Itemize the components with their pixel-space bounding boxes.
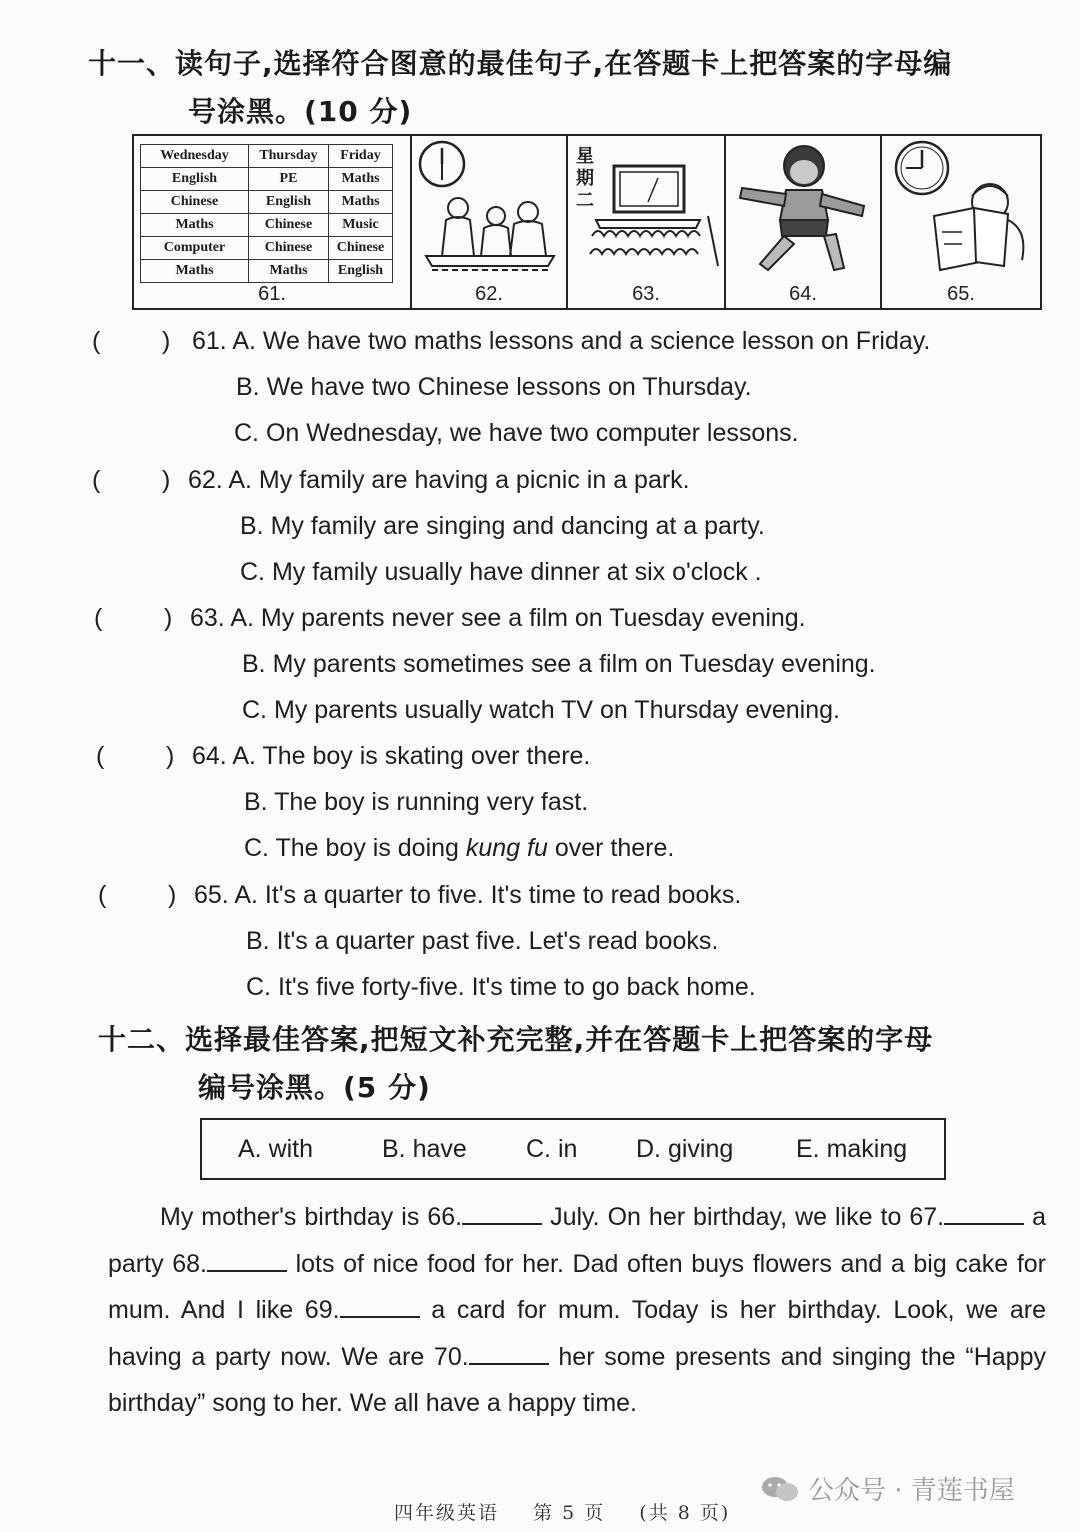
timetable-cell: Friday xyxy=(329,145,393,168)
timetable-cell: English xyxy=(249,191,329,214)
answer-paren-close: ) xyxy=(164,604,173,632)
answer-paren-close: ) xyxy=(166,742,175,770)
timetable-cell: Chinese xyxy=(249,237,329,260)
blank-68[interactable] xyxy=(207,1250,287,1272)
timetable-cell: Maths xyxy=(329,168,393,191)
passage-text: her some presents and singing the “Happy birthday” song to her. We all have a happy time. xyxy=(108,1342,1046,1417)
picture-65-reading xyxy=(882,136,1040,308)
option-c-pre: C. The boy is doing xyxy=(244,834,466,862)
word-option-e: E. making xyxy=(796,1134,908,1163)
timetable-cell: Maths xyxy=(249,260,329,283)
passage-text: July. On her birthday, we like to xyxy=(542,1203,902,1231)
option-c: C. My family usually have dinner at six o'clock . xyxy=(240,558,762,586)
passage-text: My mother's birthday is 66. xyxy=(160,1203,463,1231)
timetable-cell: Chinese xyxy=(329,237,393,260)
timetable-row xyxy=(141,168,393,191)
question-stem: 64. A. The boy is skating over there. xyxy=(192,742,591,770)
wechat-icon xyxy=(760,1475,800,1503)
picture-number: 64. xyxy=(789,283,817,305)
option-b: B. The boy is running very fast. xyxy=(244,788,589,816)
question-62 xyxy=(92,457,1042,597)
word-option-b: B. have xyxy=(382,1134,467,1163)
answer-paren-open: ( xyxy=(92,327,101,355)
picture-number: 65. xyxy=(947,283,975,305)
watermark-text: 公众号 · 青莲书屋 xyxy=(808,1476,1015,1506)
passage-text: lots of nice food for her. Dad often buys flowers and a big cake for mum. And I like 69. xyxy=(108,1249,1046,1324)
timetable-cell: English xyxy=(329,260,393,283)
blank-70[interactable] xyxy=(469,1343,549,1365)
picture-number: 62. xyxy=(475,283,503,305)
timetable-cell: Chinese xyxy=(141,191,249,214)
question-65 xyxy=(98,872,1048,1012)
section-12-line1: 十二、选择最佳答案,把短文补充完整,并在答题卡上把答案的字母 xyxy=(98,1023,934,1056)
option-c xyxy=(244,825,674,871)
watermark xyxy=(760,1470,1015,1507)
option-c: C. My parents usually watch TV on Thursday evening. xyxy=(242,696,840,724)
question-61 xyxy=(92,318,1042,458)
answer-paren-open: ( xyxy=(94,604,103,632)
picture-number: 61. xyxy=(258,283,286,305)
picture-63-cinema xyxy=(568,136,726,308)
picture-61-timetable xyxy=(134,136,412,308)
timetable-cell: Maths xyxy=(329,191,393,214)
picture-strip xyxy=(132,134,1042,310)
timetable-cell: Maths xyxy=(141,214,249,237)
question-stem: 65. A. It's a quarter to five. It's time to read books. xyxy=(194,881,742,909)
timetable-cell: Music xyxy=(329,214,393,237)
question-64 xyxy=(96,733,1046,873)
timetable-cell: Thursday xyxy=(249,145,329,168)
blank-67[interactable] xyxy=(944,1203,1024,1225)
question-63 xyxy=(94,595,1044,735)
family-dinner-illustration xyxy=(412,136,568,286)
section-11-line1: 十一、读句子,选择符合图意的最佳句子,在答题卡上把答案的字母编 xyxy=(88,47,953,80)
answer-paren-open: ( xyxy=(96,742,105,770)
tuesday-sign: 星期二 xyxy=(576,146,594,211)
word-option-c: C. in xyxy=(526,1134,578,1163)
timetable-cell: PE xyxy=(249,168,329,191)
footer-subject: 四年级英语 xyxy=(394,1502,500,1524)
timetable-row xyxy=(141,237,393,260)
passage-text: a card for mum. Today is her birthday. Look, we are having a party now. We are 70. xyxy=(108,1296,1046,1371)
timetable-row xyxy=(141,191,393,214)
option-c: C. It's five forty-five. It's time to go back home. xyxy=(246,973,756,1001)
timetable-row xyxy=(141,260,393,283)
answer-paren-close: ) xyxy=(162,327,171,355)
cloze-passage xyxy=(108,1194,1046,1427)
option-b: B. We have two Chinese lessons on Thursday. xyxy=(236,373,752,401)
question-stem: 63. A. My parents never see a film on Tuesday evening. xyxy=(190,604,806,632)
timetable xyxy=(140,144,393,283)
page-footer xyxy=(394,1498,756,1525)
option-c-post: over there. xyxy=(547,834,675,862)
picture-number: 63. xyxy=(632,283,660,305)
blank-66[interactable] xyxy=(462,1203,542,1225)
section-12-line2: 编号涂黑。(5 分) xyxy=(198,1071,431,1104)
timetable-cell: Maths xyxy=(141,260,249,283)
word-option-a: A. with xyxy=(238,1134,314,1163)
kung-fu-boy-illustration xyxy=(726,136,882,286)
option-b: B. My family are singing and dancing at a party. xyxy=(240,512,765,540)
picture-62-family-dinner xyxy=(412,136,568,308)
answer-paren-close: ) xyxy=(168,881,177,909)
question-stem: 61. A. We have two maths lessons and a science lesson on Friday. xyxy=(192,327,931,355)
timetable-row xyxy=(141,145,393,168)
answer-paren-open: ( xyxy=(98,881,107,909)
passage-text: a party 68. xyxy=(108,1203,1046,1278)
option-c-emphasis: kung fu xyxy=(465,834,548,862)
timetable-row xyxy=(141,214,393,237)
option-b: B. My parents sometimes see a film on Tuesday evening. xyxy=(242,650,876,678)
question-stem: 62. A. My family are having a picnic in a park. xyxy=(188,466,690,494)
reading-illustration xyxy=(882,136,1038,286)
footer-total: (共 8 页) xyxy=(639,1502,731,1524)
section-11-title xyxy=(88,40,1048,136)
timetable-cell: Wednesday xyxy=(141,145,249,168)
timetable-cell: Chinese xyxy=(249,214,329,237)
option-c: C. On Wednesday, we have two computer lessons. xyxy=(234,419,799,447)
answer-paren-open: ( xyxy=(92,466,101,494)
word-options-box xyxy=(200,1118,946,1180)
timetable-cell: English xyxy=(141,168,249,191)
timetable-cell: Computer xyxy=(141,237,249,260)
answer-paren-close: ) xyxy=(162,466,171,494)
word-option-d: D. giving xyxy=(636,1134,734,1163)
section-11-line2: 号涂黑。(10 分) xyxy=(188,95,413,128)
option-b: B. It's a quarter past five. Let's read books. xyxy=(246,927,719,955)
picture-64-kung-fu-boy xyxy=(726,136,882,308)
passage-text: 67. xyxy=(909,1203,945,1231)
section-12-title xyxy=(98,1016,1058,1112)
footer-page: 第 5 页 xyxy=(533,1502,606,1524)
blank-69[interactable] xyxy=(340,1296,420,1318)
